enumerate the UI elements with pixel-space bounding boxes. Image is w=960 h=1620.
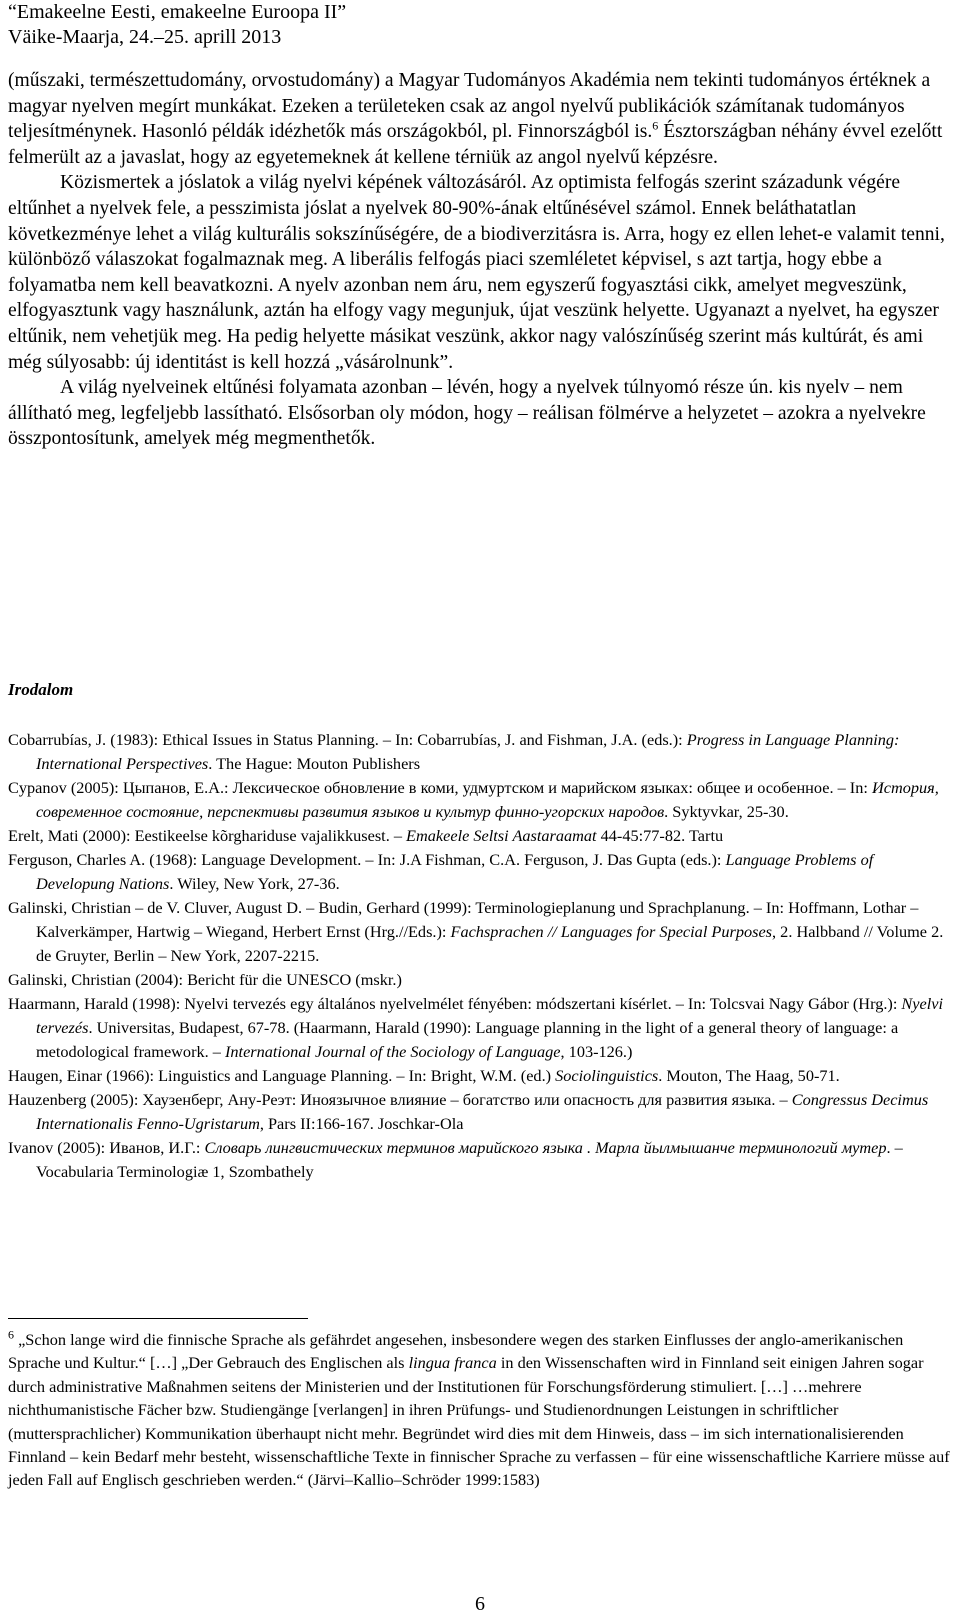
reference-item: Ivanov (2005): Иванов, И.Г.: Словарь лингвистических терминов марийского языка . Марла йылмышанче терминологий мутер. – Vocabularia Terminologiæ 1, Szombathely [8,1138,903,1181]
header-place-date: Väike-Maarja, 24.–25. aprill 2013 [8,26,282,48]
reference-item: Haugen, Einar (1966): Linguistics and Language Planning. – In: Bright, W.M. (ed.) Sociolinguistics. Mouton, The Haag, 50-71. [8,1066,840,1085]
paragraph: (műszaki, természettudomány, orvostudomány) a Magyar Tudományos Akadémia nem tekinti tudományos értéknek a magyar nyelven megírt munkákat. Ezeken a területeken csak az angol nyelvű publikációk számítanak tudományos teljesítménynek. Hasonló példák idézhetők más országokból, pl. Finnországból is.$^6$ Észtországban néhány évvel ezelőtt felmerült az a javaslat, hogy az egyetemeknek át kellene térniük az angol nyelvű képzésre. [8,70,943,168]
reference-item: Galinski, Christian – de V. Cluver, August D. – Budin, Gerhard (1999): Terminologieplanung und Sprachplanung. – In: Hoffmann, Lothar – Kalverkämper, Hartwig – Wiegand, Herbert Ernst (Hrg.//Eds.): Fachsprachen // Languages for Special Purposes, 2. Halbband // Volume 2. de Gruyter, Berlin – New York, 2207-2215. [8,898,944,965]
header-title: “Emakeelne Eesti, emakeelne Euroopa II” [8,1,347,23]
section-heading: Irodalom [8,680,74,699]
reference-list [8,728,952,1184]
paragraph: A világ nyelveinek eltűnési folyamata azonban – lévén, hogy a nyelvek túlnyomó része ún. kis nyelv – nem állítható meg, legfeljebb lassítható. Elsősorban oly módon, hogy – reálisan fölmérve a helyzetet – azokra a nyelvekre összpontosítunk, amelyek még megmenthetők. [8,377,926,450]
footnote: $^6$ „Schon lange wird die finnische Sprache als gefährdet angesehen, insbesondere wegen des starken Einflusses der anglo-amerikanischen Sprache und Kultur.“ […] „Der Gebrauch des Englischen als lingua franca in den Wissenschaften wird in Finnland seit einigen Jahren sogar durch administrative Maßnahmen seitens der Ministerien und der Institutionen für Forschungsförderung stimuliert. […] …mehrere nichthumanistische Fächer bzw. Studiengänge [verlangen] in ihren Prüfungs- und Studienordnungen Leistungen in schriftlicher (muttersprachlicher) Kommunikation überhaupt nicht mehr. Begründet wird dies mit dem Hinweis, dass – im sich internationalisierenden Finnland – kein Bedarf mehr besteht, wissenschaftliche Texte in finnischer Sprache zu verfassen – für eine wissenschaftliche Karriere müsse auf jeden Fall auf Englisch geschrieben werden.“ (Järvi–Kallio–Schröder 1999:1583) [8,1327,950,1490]
reference-item: Ferguson, Charles A. (1968): Language Development. – In: J.A Fishman, C.A. Ferguson, J. Das Gupta (eds.): Language Problems of Developung Nations. Wiley, New York, 27-36. [8,850,874,893]
reference-item: Haarmann, Harald (1998): Nyelvi tervezés egy általános nyelvelmélet fényében: módszertani kísérlet. – In: Tolcsvai Nagy Gábor (Hrg.): Nyelvi tervezés. Universitas, Budapest, 67-78. (Haarmann, Harald (1990): Language planning in the light of a general theory of language: a metodological framework. – International Journal of the Sociology of Language, 103-126.) [8,994,944,1061]
reference-item: Hauzenberg (2005): Хаузенберг, Ану-Реэт: Иноязычное влияние – богатство или опасность для развития языка. – Congressus Decimus Internationalis Fenno-Ugristarum, Pars II:166-167. Joschkar-Ola [8,1090,929,1133]
page-number: 6 [475,1593,485,1615]
footnote-marker[interactable]: 6 [652,118,659,133]
paragraph: Közismertek a jóslatok a világ nyelvi képének változásáról. Az optimista felfogás szerint századunk végére eltűnhet a nyelvek fele, a pesszimista jóslat a nyelvek 80-90%-ának eltűnésével számol. Ennek beláthatatlan következménye lehet a világ kulturális sokszínűségére, de a biodiverzitásra is. Arra, hogy ez ellen lehet-e valamit tenni, különböző válaszokat fogalmaznak meg. A liberális felfogás piaci szemléletet képvisel, s azt tartja, hogy ebbe a folyamatba nem kell beavatkozni. A nyelv azonban nem áru, nem egyszerű fogyasztási cikk, amelyet megveszünk, elfogyasztunk vagy használunk, aztán ha elfogy vagy megunjuk, újat veszünk helyette. Ugyanazt a nyelvet, ha egyszer eltűnik, nem vehetjük meg. Ha pedig helyette másikat veszünk, akkor nagy valószínűség szerint más kultúrát, és ami még súlyosabb: új identitást is kell hozzá „vásárolnunk”. [8,172,945,373]
footnote-number: 6 [8,1327,14,1342]
reference-item: Erelt, Mati (2000): Eestikeelse kõrghariduse vajalikkusest. – Emakeele Seltsi Aastaraamat 44-45:77-82. Tartu [8,826,724,845]
reference-item: Cobarrubías, J. (1983): Ethical Issues in Status Planning. – In: Cobarrubías, J. and Fishman, J.A. (eds.): Progress in Language Planning: International Perspectives. The Hague: Mouton Publishers [8,730,900,773]
running-header [8,0,346,50]
footnote-divider [8,1318,308,1319]
body-text [8,68,952,452]
reference-item: Galinski, Christian (2004): Bericht für die UNESCO (mskr.) [8,970,402,989]
reference-item: Cypanov (2005): Цыпанов, Е.А.: Лексическое обновление в коми, удмуртском и марийском языках: общее и особенное. – In: История, современное состояние, перспективы развития языков и культур финно-угорских народов. Syktyvkar, 25-30. [8,778,939,821]
